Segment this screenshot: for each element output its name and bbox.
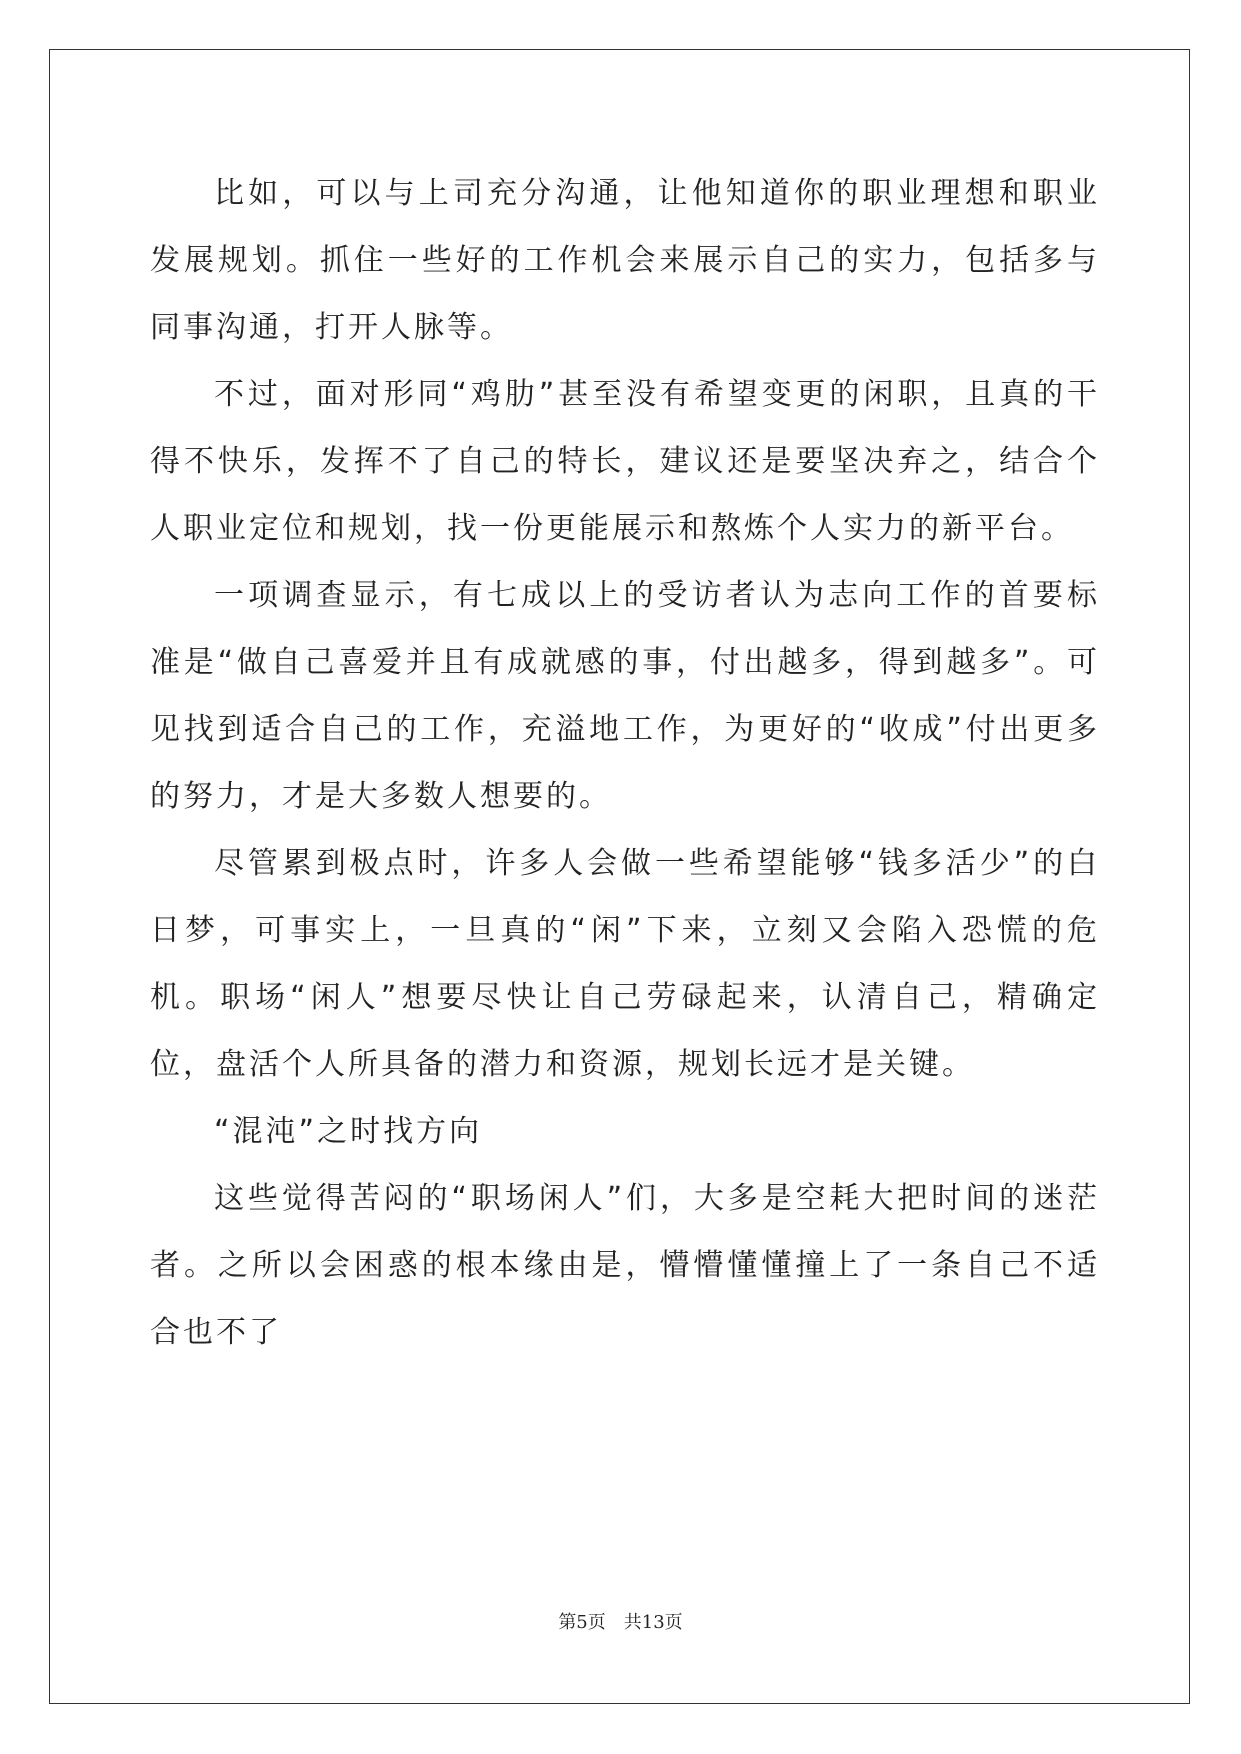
page-footer <box>0 1608 1241 1634</box>
paragraph: 不过，面对形同“鸡肋”甚至没有希望变更的闲职，且真的干得不快乐，发挥不了自己的特长，建议还是要坚决弃之，结合个人职业定位和规划，找一份更能展示和熬炼个人实力的新平台。 <box>150 377 1100 546</box>
document-body <box>150 160 1100 1366</box>
section-heading: “混沌”之时找方向 <box>214 1114 483 1149</box>
paragraph: 比如，可以与上司充分沟通，让他知道你的职业理想和职业发展规划。抓住一些好的工作机会来展示自己的实力，包括多与同事沟通，打开人脉等。 <box>150 176 1100 345</box>
paragraph: 尽管累到极点时，许多人会做一些希望能够“钱多活少”的白日梦，可事实上，一旦真的“闲”下来，立刻又会陷入恐慌的危机。职场“闲人”想要尽快让自己劳碌起来，认清自己，精确定位，盘活个人所具备的潜力和资源，规划长远才是关键。 <box>150 846 1100 1082</box>
page-total: 共13页 <box>623 1612 683 1633</box>
paragraph: 这些觉得苦闷的“职场闲人”们，大多是空耗大把时间的迷茫者。之所以会困惑的根本缘由是，懵懵懂懂撞上了一条自己不适合也不了 <box>150 1181 1100 1350</box>
page-number: 第5页 <box>558 1612 606 1633</box>
paragraph: 一项调查显示，有七成以上的受访者认为志向工作的首要标准是“做自己喜爱并且有成就感的事，付出越多，得到越多”。可见找到适合自己的工作，充溢地工作，为更好的“收成”付出更多的努力，才是大多数人想要的。 <box>150 578 1100 814</box>
